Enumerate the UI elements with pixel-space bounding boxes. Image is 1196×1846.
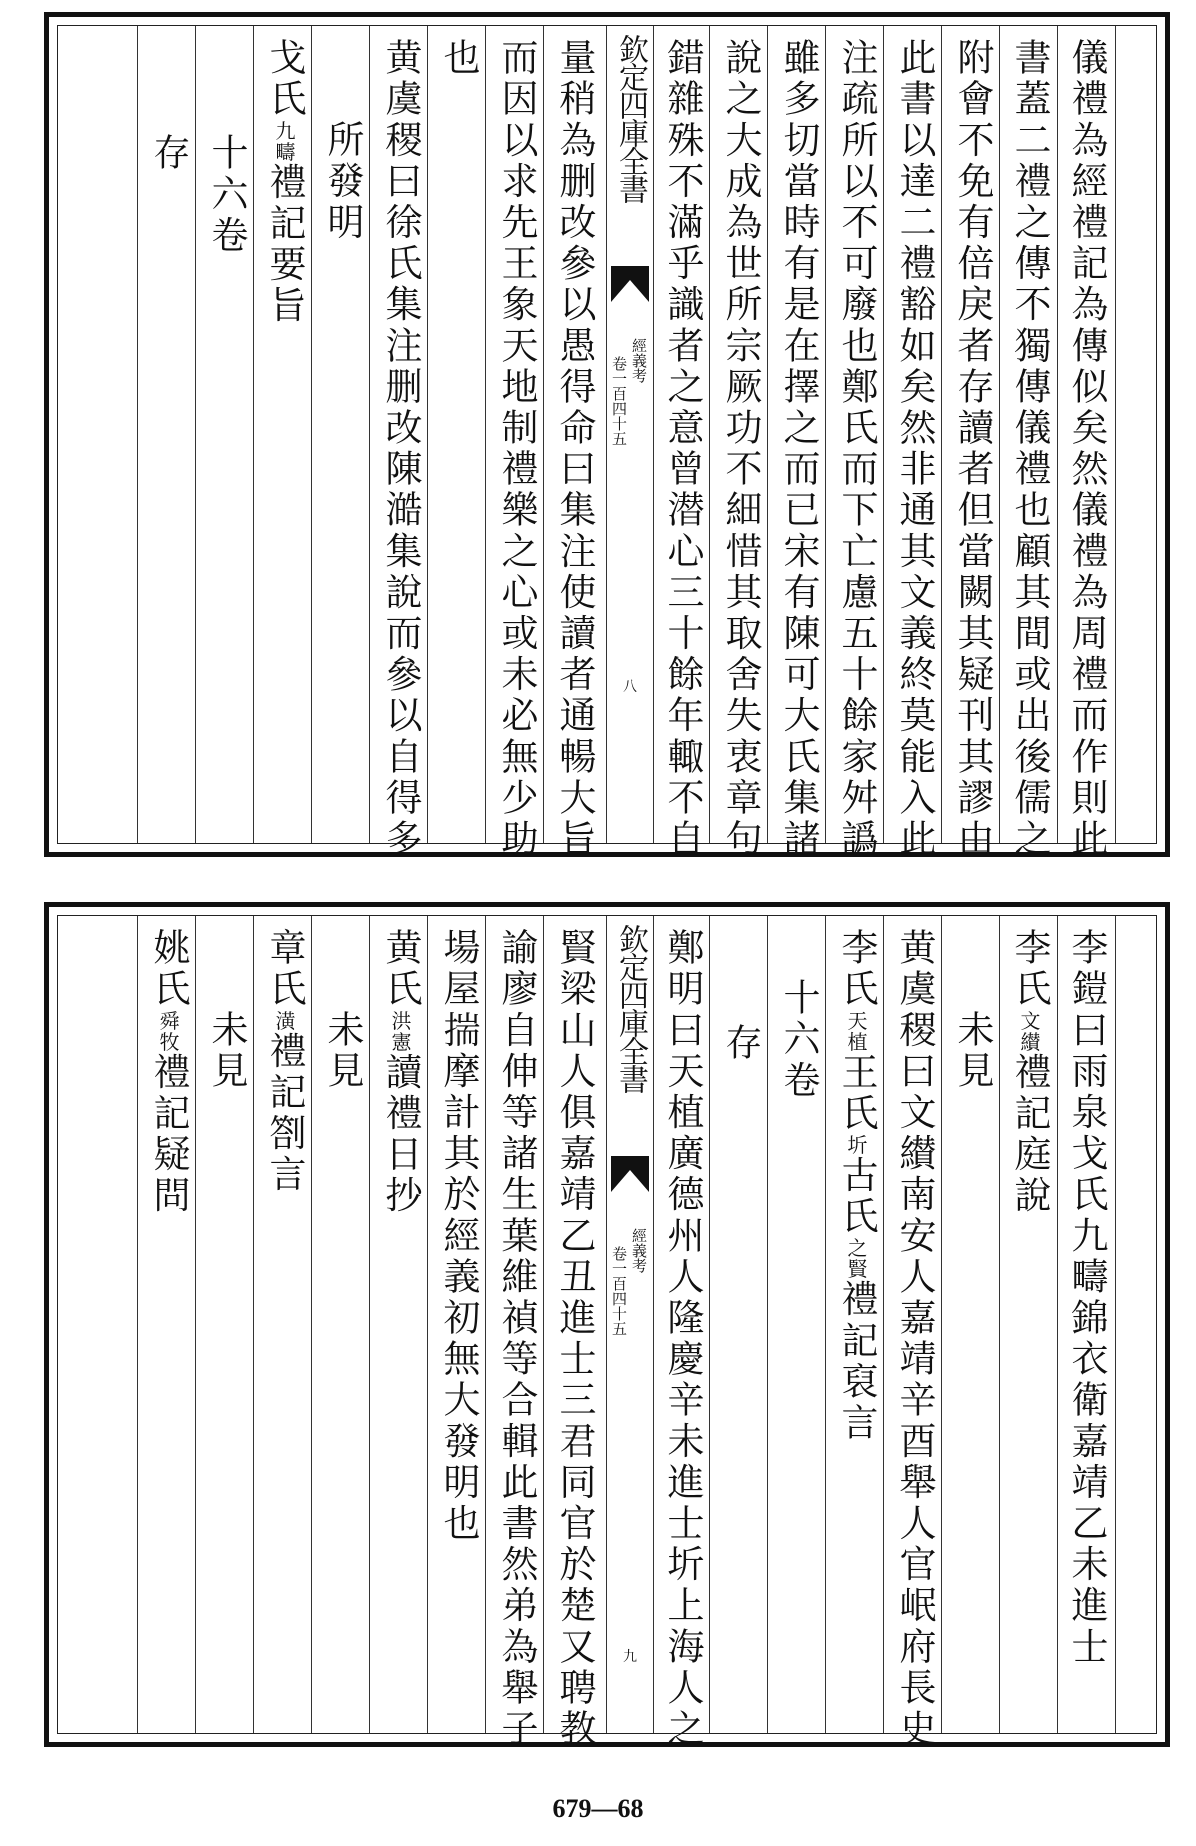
text-column: 量稍為删改參以愚得命曰集注使讀者通暢大旨 xyxy=(553,38,596,860)
entry-heading: 黄氏洪憲讀禮日抄 xyxy=(379,928,422,1217)
book-subtitle: 經義考 xyxy=(630,338,648,383)
text-column: 雖多切當時有是在擇之而已宋有陳可大氏集諸 xyxy=(777,38,820,860)
text-column: 賢梁山人俱嘉靖乙丑進士三君同官於楚又聘教 xyxy=(553,928,596,1750)
book-subtitle: 經義考 xyxy=(630,1228,648,1273)
fish-tail-icon xyxy=(611,266,649,302)
leaf-number: 八 xyxy=(623,679,637,695)
entry-heading: 姚氏舜牧禮記疑問 xyxy=(147,928,190,1217)
text-column: 錯雜殊不滿乎識者之意曾潜心三十餘年輙不自 xyxy=(661,38,704,860)
text-column: 諭廖自伸等諸生葉維禎等合輯此書然弟為舉子 xyxy=(495,928,538,1750)
text-column: 鄭明曰天植廣德州人隆慶辛未進士圻上海人之 xyxy=(661,928,704,1750)
text-column: 未見 xyxy=(321,1010,364,1093)
text-column: 場屋揣摩計其於經義初無大發明也 xyxy=(437,928,480,1545)
entry-heading: 戈氏九疇禮記要旨 xyxy=(263,38,306,327)
volume-label: 卷一百四十五 xyxy=(610,1246,628,1336)
text-column: 所發明 xyxy=(321,120,364,244)
text-column: 十六卷 xyxy=(205,133,248,257)
text-frame xyxy=(57,25,1157,860)
center-fold xyxy=(606,916,654,1733)
text-column: 存 xyxy=(719,1023,762,1065)
text-frame xyxy=(57,915,1157,1750)
leaf-number: 九 xyxy=(623,1649,637,1665)
book-title: 欽定四庫全書 xyxy=(613,34,648,202)
text-column: 也 xyxy=(437,38,480,80)
text-column: 附會不免有倍戾者存讀者但當闕其疑刊其謬由 xyxy=(951,38,994,860)
text-column: 此書以達二禮豁如矣然非通其文義終莫能入此 xyxy=(893,38,936,860)
center-fold xyxy=(606,26,654,843)
text-column: 黄虞稷曰文纉南安人嘉靖辛酉舉人官岷府長史 xyxy=(893,928,936,1750)
text-column: 李鎧曰雨泉戈氏九疇錦衣衛嘉靖乙未進士 xyxy=(1065,928,1108,1668)
text-column: 書蓋二禮之傳不獨傳儀禮也顧其間或出後儒之 xyxy=(1008,38,1051,860)
page-bottom xyxy=(44,902,1170,1750)
text-column: 未見 xyxy=(205,1010,248,1093)
entry-heading: 李氏天植王氏圻古氏之賢禮記裒言 xyxy=(835,928,878,1445)
fish-tail-icon xyxy=(611,1156,649,1192)
text-column: 存 xyxy=(147,133,190,175)
text-column: 注疏所以不可廢也鄭氏而下亡慮五十餘家舛譌 xyxy=(835,38,878,860)
text-column: 儀禮為經禮記為傳似矣然儀禮為周禮而作則此 xyxy=(1065,38,1108,860)
text-column: 未見 xyxy=(951,1010,994,1093)
text-column: 黄虞稷曰徐氏集注删改陳澔集說而參以自得多 xyxy=(379,38,422,860)
text-column: 而因以求先王象天地制禮樂之心或未必無少助 xyxy=(495,38,538,860)
text-column: 十六卷 xyxy=(777,978,820,1102)
entry-heading: 李氏文纉禮記庭說 xyxy=(1008,928,1051,1217)
book-title: 欽定四庫全書 xyxy=(613,924,648,1092)
text-column: 說之大成為世所宗厥功不細惜其取舍失衷章句 xyxy=(719,38,762,860)
volume-label: 卷一百四十五 xyxy=(610,356,628,446)
entry-heading: 章氏潢禮記劄言 xyxy=(263,928,306,1196)
page-number: 679—68 xyxy=(552,1794,644,1823)
page-top xyxy=(44,12,1170,860)
